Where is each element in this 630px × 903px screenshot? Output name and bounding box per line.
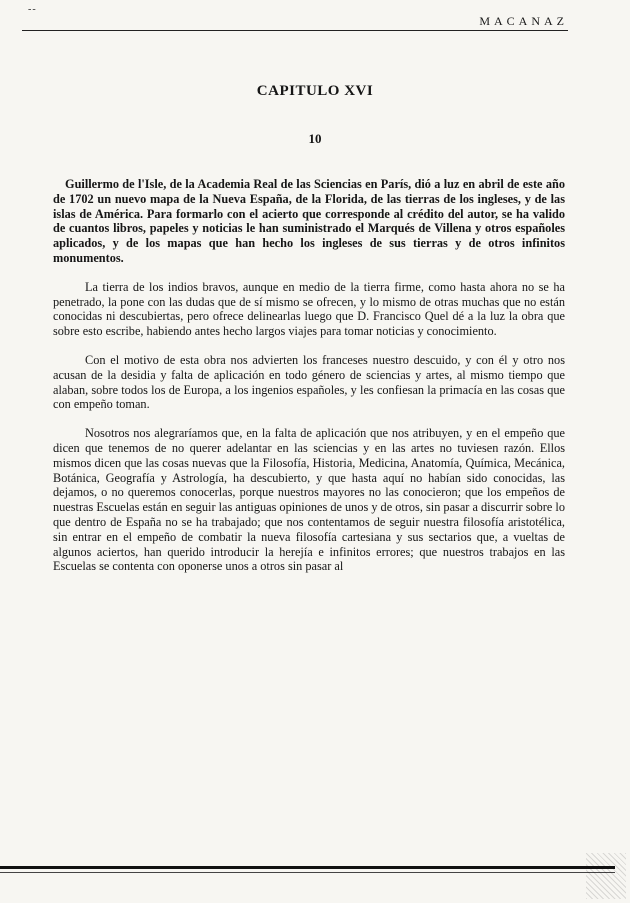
section-number: 10 bbox=[308, 131, 322, 146]
page-header bbox=[22, 6, 568, 32]
scan-speckle bbox=[586, 853, 626, 899]
paragraph-4: Nosotros nos alegraríamos que, en la falta de aplicación que nos atribuyen, y en el empeño que dicen que tenemos de no querer adelantar en las sciencias y en las artes no tuviesen razón. Ellos mismos dicen que las cosas nuevas que la Filosofía, Historia, Medicina, Anatomía, Química, Mecánica, Botánica, Geografía y Astrología, ha descubierto, y que hasta aquí no habían sido conocidas, las dejamos, o no queremos conocerlas, porque nuestros mayores no las conocieron; que los empeños de nuestras Escuelas están en seguir las antiguas opiniones de unos y de otros, sin pasar a discurrir sobre lo que dentro de España no se ha trabajado; que nos contentamos de seguir nuestra filosofía aristotélica, sin entrar en el empeño de combatir la nueva filosofía cartesiana y sus sectarios que, a vueltas de algunos aciertos, han querido introducir la herejía e infinitos errores; que nuestros trabajos en las Escuelas se contenta con oponerse unos a otros sin pasar al bbox=[53, 426, 565, 574]
body-text bbox=[53, 177, 565, 588]
paragraph-3: Con el motivo de esta obra nos advierten los franceses nuestro descuido, y con él y otro nos acusan de la desidia y falta de aplicación en todo género de sciencias y artes, al mismo tiempo que alaban, sobre todos los de Europa, a los ingenios españoles, y les confiesan la primacía en las cosas que con empeño toman. bbox=[53, 352, 565, 412]
paragraph-2: La tierra de los indios bravos, aunque en medio de la tierra firme, como hasta ahora no se ha penetrado, la pone con las dudas que de sí mismo se ofrecen, y lo mismo de otras muchas que no están conocidas ni descubiertas, pero ofrece delinearlas luego que D. Francisco Quel dé a la luz la obra que sobre esto escribe, habiendo antes hecho largos viajes para tomar noticias y conocimiento. bbox=[53, 279, 565, 339]
running-head: MACANAZ bbox=[479, 14, 568, 28]
header-mark: -- bbox=[28, 4, 37, 15]
header-rule bbox=[22, 30, 568, 31]
chapter-title: CAPITULO XVI bbox=[256, 83, 374, 99]
footer-rule-thin bbox=[0, 872, 615, 873]
footer-rule bbox=[0, 866, 615, 869]
paragraph-1: Guillermo de l'Isle, de la Academia Real de las Sciencias en París, dió a luz en abril de este año de 1702 un nuevo mapa de la Nueva España, de la Florida, de las tierras de los ingleses, y de las islas de América. Para formarlo con el acierto que corresponde al crédito del autor, se ha valido de cuantos libros, papeles y noticias le han suministrado el Marqués de Villena y otros españoles aplicados, y de los mapas que han hecho los ingleses de sus tierras y de otros infinitos monumentos. bbox=[53, 177, 565, 265]
